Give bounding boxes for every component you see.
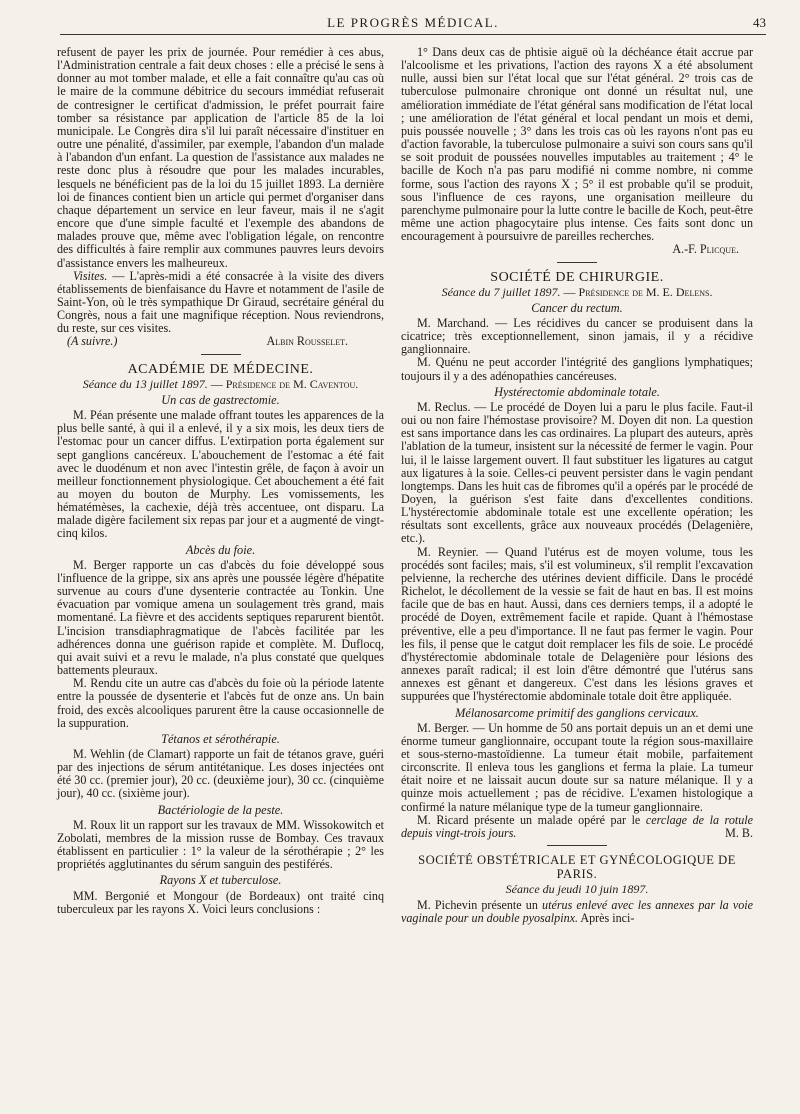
- page-header: [60, 12, 766, 35]
- left-column: [57, 46, 384, 916]
- paragraph-rayons-conclusions: 1° Dans deux cas de phtisie aiguë où la déchéance était accrue par l'alcoolisme et les privations, l'action des rayons X a été absolument nulle, aussi bien sur l'état local que sur l'état général. 2° trois cas de tuberculose pulmonaire chronique ont donné un résultat nul, une amélioration immédiate de l'état général sans modification de l'état local ; une amélioration de l'état général et local pendant un mois et demi, puis poussée nouvelle ; 3° dans les trois cas où les rayons n'ont pas eu d'action favorable, la tuberculose pulmonaire a suivi son cours sans qu'il se soit produit de poussées nouvelles imputables au traitement ; 4° le bacille de Koch n'a pas paru modifié ni comme nombre, ni comme forme, sous l'action des rayons X ; 5° il est probable qu'il se produit, sous l'influence de ces rayons, une organisation meilleure du parenchyme pulmonaire pour la lutte contre le bacille de Koch, peut-être même une action phagocytaire plus intense. Ces faits sont donc un encouragement à poursuivre de pareilles recherches.: [401, 45, 753, 244]
- section-title-academie: ACADÉMIE DE MÉDECINE.: [127, 361, 314, 377]
- subheading-hysterectomie: Hystérectomie abdominale totale.: [494, 384, 660, 399]
- subheading-gastrectomie: Un cas de gastrectomie.: [161, 392, 280, 407]
- section-divider: [547, 845, 607, 846]
- subheading-rayons: Rayons X et tuberculose.: [159, 873, 282, 888]
- subheading-peste: Bactériologie de la peste.: [157, 802, 284, 817]
- seance-line-1: [57, 378, 384, 391]
- pichevin-italic: utérus enlevé avec les annexes par la voie vaginale pour un double pyosalpinx.: [401, 898, 754, 926]
- right-column: [401, 46, 753, 926]
- paragraph-rayons: MM. Bergonié et Mongour (de Bordeaux) ont traité cinq tuberculeux par les rayons X. Voici leurs conclusions :: [57, 888, 384, 916]
- subheading-melanosarcome: Mélanosarcome primitif des ganglions cervicaux.: [455, 705, 699, 720]
- paragraph-pichevin: [401, 899, 753, 925]
- paragraph-assistance: refusent de payer les prix de journée. Pour remédier à ces abus, l'Administration centrale a fait deux choses : elle a précisé le sens à donner au mot tomber malade, et elle a fait connaître qu'au cas où le maire de la commune débitrice du secours immédiat refuserait de contresigner le certificat d'admission, le préfet pourrait faire tomber sa résistance par application de l'article 85 de la loi municipale. Le Congrès dira s'il lui paraît nécessaire d'instituer en outre une pénalité, d'assimiler, par exemple, l'abandon d'un malade à l'abandon d'un enfant. La question de l'assistance aux malades ne reste donc plus à résoudre que pour les malades incurables, lesquels ne bénéficient pas de la loi du 15 juillet 1893. La dernière loi de finances contient bien un article qui permet d'organiser dans chaque département un service en leur faveur, mais il ne s'agit encore que d'une simple faculté et l'exemple des abandons de malades prouve que, même avec l'obligation légale, on rencontre des difficultés à faire remplir aux communes pauvres leurs devoirs d'assistance envers les malheureux.: [57, 45, 384, 270]
- signature-plicque: A.-F. Plicque.: [672, 242, 739, 257]
- paragraph-abces-rendu: M. Rendu cite un autre cas d'abcès du foie où la période latente entre la poussée de dysenterie et l'abcès fut de onze ans. Un bain froid, des excès alcooliques parurent être la cause occasionnelle de la suppuration.: [57, 676, 384, 730]
- pichevin-text: M. Pichevin présente un: [417, 898, 543, 913]
- seance-line-3: Séance du jeudi 10 juin 1897.: [505, 882, 649, 897]
- seance-date: Séance du 13 juillet 1897.: [82, 376, 208, 391]
- signature-rousselet: Albin Rousselet.: [266, 334, 348, 349]
- subheading-rectum: Cancer du rectum.: [531, 300, 623, 315]
- section-title-obstetricale: SOCIÉTÉ OBSTÉTRICALE ET GYNÉCOLOGIQUE DE PARIS.: [418, 853, 736, 881]
- seance-line-2: [401, 286, 753, 299]
- seance-presidence: — Présidence de M. Caventou.: [207, 376, 359, 391]
- paragraph-marchand: M. Marchand. — Les récidives du cancer se produisent dans la cicatrice; très exceptionnellement, sinon jamais, il y a récidive ganglionnaire.: [401, 315, 753, 357]
- paragraph-visites: [57, 270, 384, 336]
- section-title-chirurgie: SOCIÉTÉ DE CHIRURGIE.: [490, 269, 664, 285]
- subheading-abces: Abcès du foie.: [185, 542, 256, 557]
- paragraph-abces-berger: M. Berger rapporte un cas d'abcès du foie développé sous l'influence de la grippe, six ans après une poussée légère d'hépatite survenue au cours d'une dysenterie contractée au Tonkin. Une évacuation par vomique amena un soulagement très grand, mais momentané. La fièvre et des accidents septiques reparurent bientôt. L'incision transdiaphragmatique de l'abcès facilitée par les adhérences donna une guérison rapide et complète. M. Duflocq, qui avait suivi et a revu le malade, n'a plus constaté que quelques battements pleuraux.: [57, 557, 384, 678]
- pichevin-cont: Après inci-: [578, 911, 635, 926]
- visites-label: Visites.: [73, 268, 108, 283]
- paragraph-berger-melano: M. Berger. — Un homme de 50 ans portait depuis un an et demi une énorme tumeur ganglionnaire, occupant toute la région sous-maxillaire et sous-sterno-mastoïdienne. La tumeur était mobile, parfaitement circonscrite. Il enleva tous les ganglions et ferma la plaie. La tumeur était noire et ne laissait aucun doute sur sa nature mélanique. Il y a quinze mois actuellement ; pas de récidive. L'examen histologique a confirmé la nature mélanique type de la tumeur ganglionnaire.: [401, 720, 753, 814]
- seance-presidence: — Présidence de M. E. Delens.: [560, 284, 713, 299]
- paragraph-gastrectomie: M. Péan présente une malade offrant toutes les apparences de la plus belle santé, à qui il a enlevé, il y a six mois, les deux tiers de l'estomac pour un cancer diffus. L'extirpation porta également sur sept ganglions cancéreux. L'abouchement de l'estomac a été fait avec le duodénum et non avec l'intestin grêle, de façon à avoir un meilleur fonctionnement physiologique. Cet abouchement a été fait au moyen du bouton de Murphy. Les vomissements, les hématémèses, la cachexie, déjà très accentuee, ont disparu. La malade digère facilement six repas par jour et a augmenté de vingt-cinq kilos.: [57, 408, 384, 541]
- paragraph-reynier: M. Reynier. — Quand l'utérus est de moyen volume, tous les procédés sont faciles; mais, s'il est volumineux, s'il remplit l'excavation pelvienne, la recherche des utérines devient difficile. Dans le procédé Richelot, le décollement de la vessie se fait de haut en bas. Il est moins facile que de bas en haut. Aussi, dans ces derniers temps, il a adopté le procédé de Doyen, extrêmement facile et rapide. Quant à l'hémostase préventive, elle a peu d'importance. Il ne faut pas fermer le vagin. Pour les fils, il pense que le catgut doit remplacer les fils de soie. Le procédé d'hystérectomie abdominale totale de Delagenière pour lésions des annexes paraît radical; il est loin d'être démontré que l'utérus sans annexes est gênant et dangereux. C'est dans les lésions graves et suppurées que l'hystérectomie abdominale totale doit être appliquée.: [401, 544, 753, 704]
- paragraph-reclus: M. Reclus. — Le procédé de Doyen lui a paru le plus facile. Faut-il oui ou non faire l'hémostase provisoire? M. Doyen dit non. La question est sans importance dans les cas ordinaires. La plupart des auteurs, après l'ablation de la tumeur, insistent sur la nécessité de fermer le vagin. Pour lui, il le laisse largement ouvert. Il faut substituer les ligatures au catgut aux ligatures à la soie. Celles-ci peuvent persister dans le vagin pendant longtemps. Dans les huit cas de fibromes qu'il a opérés par le procédé de Doyen, la guérison s'est faite dans d'excellentes conditions. L'hystérectomie abdominale totale est une excellente opération; les résultats sont excellents, grâce aux nouveaux procédés (Delagenière, etc.).: [401, 399, 753, 546]
- to-be-continued: (A suivre.): [67, 334, 118, 349]
- seance-date: Séance du 7 juillet 1897.: [441, 284, 561, 299]
- section-divider: [557, 262, 597, 263]
- paragraph-tetanos: M. Wehlin (de Clamart) rapporte un fait de tétanos grave, guéri par des injections de sérum antitétanique. Les doses injectées ont été 30 cc. (premier jour), 20 cc. (deuxième jour), 30 cc. (cinquième jour), 40 cc. (sixième jour).: [57, 746, 384, 801]
- paragraph-ricard: [401, 814, 753, 840]
- signature-mb: M. B.: [725, 825, 753, 840]
- paragraph-peste: M. Roux lit un rapport sur les travaux de MM. Wissokowitch et Zobolati, membres de la mission russe de Bombay. Ces travaux établissent en particulier : 1° la valeur de la sérothérapie ; 2° les propriétés agglutinantes du sérum sanguin des pestiférés.: [57, 817, 384, 872]
- ricard-text: M. Ricard présente un malade opéré par le: [417, 812, 646, 827]
- signature-row-1: [57, 335, 384, 348]
- visites-text: — L'après-midi a été consacrée à la visite des divers établissements de bienfaisance du Havre et notamment de l'asile de Saint-Yon, où le très sympathique Dr Giraud, secrétaire général du Congrès, nous a fait une magnifique réception. Nous reviendrons, du reste, sur ces visites.: [57, 268, 384, 336]
- paragraph-quenu: M. Quénu ne peut accorder l'intégrité des ganglions lymphatiques; toujours il y a des adénopathies cancéreuses.: [401, 355, 753, 383]
- section-divider: [201, 354, 241, 355]
- page-number: 43: [753, 15, 766, 30]
- journal-title: LE PROGRÈS MÉDICAL.: [327, 15, 499, 30]
- subheading-tetanos: Tétanos et sérothérapie.: [161, 731, 280, 746]
- signature-row-2: [401, 243, 753, 256]
- ricard-italic: cerclage de la rotule depuis vingt-trois jours.: [401, 812, 753, 840]
